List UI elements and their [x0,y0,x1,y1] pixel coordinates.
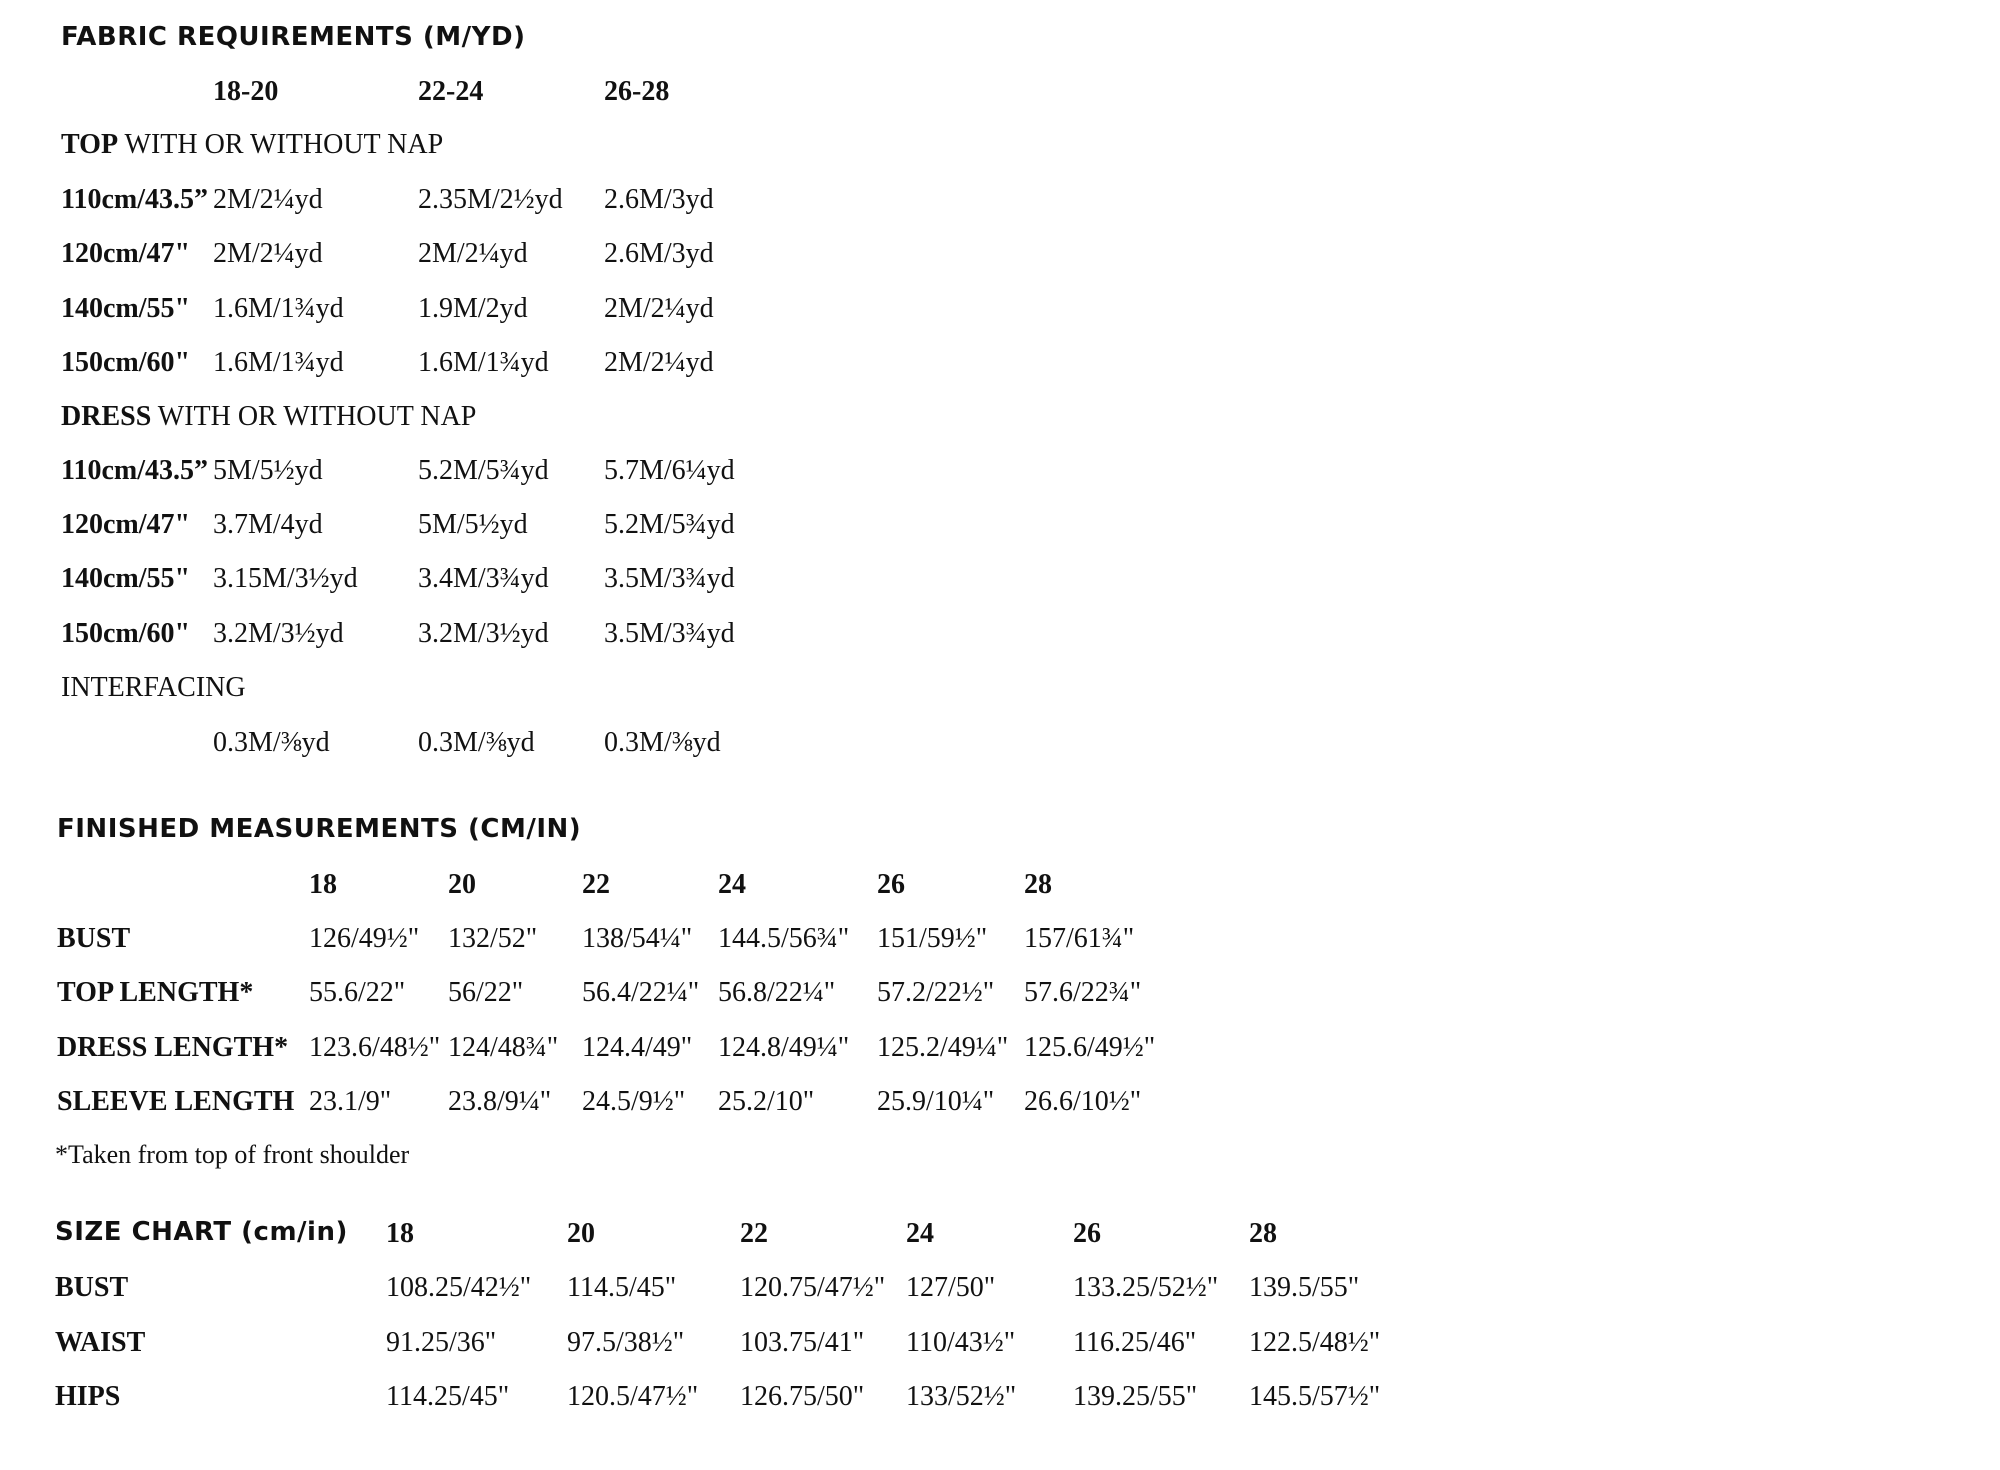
fabric-size-header: 26-28 [604,76,670,107]
fabric-value: 1.6M/1¾yd [213,293,344,324]
finished-value: 144.5/56¾" [718,923,850,954]
fabric-width-label: 140cm/55" [61,563,191,594]
size-chart-size-header: 28 [1249,1218,1277,1249]
fabric-value: 5.2M/5¾yd [418,455,549,486]
fabric-value: 5.2M/5¾yd [604,509,735,540]
top-section-label: TOP [61,129,119,160]
finished-value: 124.8/49¼" [718,1032,850,1063]
fabric-requirements-title: FABRIC REQUIREMENTS (M/YD) [61,22,526,52]
finished-value: 23.8/9¼" [448,1086,552,1117]
top-section-subtitle: WITH OR WITHOUT NAP [118,129,444,160]
fabric-value: 2.6M/3yd [604,184,714,215]
size-chart-size-header: 20 [567,1218,595,1249]
finished-footnote: *Taken from top of front shoulder [55,1140,410,1169]
finished-row-label: BUST [57,923,131,954]
fabric-width-label: 150cm/60" [61,347,191,378]
size-chart-value: 126.75/50" [740,1381,865,1412]
finished-size-header: 26 [877,869,905,900]
size-chart-value: 97.5/38½" [567,1327,685,1358]
size-chart-value: 139.25/55" [1073,1381,1198,1412]
size-chart-value: 145.5/57½" [1249,1381,1381,1412]
fabric-size-header: 18-20 [213,76,279,107]
fabric-value: 1.9M/2yd [418,293,528,324]
size-chart-row-label: HIPS [55,1381,121,1412]
finished-value: 25.9/10¼" [877,1086,995,1117]
fabric-width-label: 120cm/47" [61,509,191,540]
top-section-heading [61,131,443,159]
finished-measurements-title: FINISHED MEASUREMENTS (CM/IN) [57,814,582,844]
fabric-value: 3.4M/3¾yd [418,563,549,594]
interfacing-value: 0.3M/⅜yd [604,727,721,758]
size-chart-value: 114.5/45" [567,1272,677,1303]
finished-value: 57.6/22¾" [1024,977,1142,1008]
size-chart-title: SIZE CHART (cm/in) [55,1217,348,1247]
fabric-value: 2.35M/2½yd [418,184,563,215]
size-chart-value: 120.5/47½" [567,1381,699,1412]
finished-size-header: 20 [448,869,476,900]
finished-size-header: 22 [582,869,610,900]
size-chart-value: 91.25/36" [386,1327,497,1358]
fabric-width-label: 150cm/60" [61,618,191,649]
finished-value: 125.2/49¼" [877,1032,1009,1063]
fabric-width-label: 110cm/43.5” [61,455,208,486]
finished-value: 124/48¾" [448,1032,559,1063]
finished-value: 151/59½" [877,923,988,954]
interfacing-value: 0.3M/⅜yd [418,727,535,758]
finished-value: 157/61¾" [1024,923,1135,954]
fabric-value: 3.7M/4yd [213,509,323,540]
fabric-width-label: 120cm/47" [61,238,191,269]
size-chart-size-header: 22 [740,1218,768,1249]
fabric-value: 3.5M/3¾yd [604,618,735,649]
fabric-size-header: 22-24 [418,76,484,107]
finished-value: 25.2/10" [718,1086,815,1117]
finished-value: 56.8/22¼" [718,977,836,1008]
dress-section-subtitle: WITH OR WITHOUT NAP [151,401,477,432]
fabric-value: 3.5M/3¾yd [604,563,735,594]
size-chart-value: 110/43½" [906,1327,1016,1358]
size-chart-value: 103.75/41" [740,1327,865,1358]
finished-size-header: 28 [1024,869,1052,900]
fabric-width-label: 110cm/43.5” [61,184,208,215]
finished-value: 132/52" [448,923,538,954]
size-chart-value: 122.5/48½" [1249,1327,1381,1358]
finished-value: 23.1/9" [309,1086,392,1117]
fabric-value: 3.2M/3½yd [213,618,344,649]
size-chart-size-header: 24 [906,1218,934,1249]
fabric-value: 2.6M/3yd [604,238,714,269]
size-chart-row-label: WAIST [55,1327,146,1358]
dress-section-heading [61,403,476,431]
finished-value: 57.2/22½" [877,977,995,1008]
interfacing-heading: INTERFACING [61,672,246,703]
finished-value: 123.6/48½" [309,1032,441,1063]
fabric-width-label: 140cm/55" [61,293,191,324]
fabric-value: 2M/2¼yd [418,238,528,269]
fabric-value: 1.6M/1¾yd [213,347,344,378]
size-chart-value: 108.25/42½" [386,1272,532,1303]
fabric-value: 5M/5½yd [213,455,323,486]
finished-value: 56.4/22¼" [582,977,700,1008]
fabric-value: 5.7M/6¼yd [604,455,735,486]
fabric-value: 2M/2¼yd [213,238,323,269]
size-chart-size-header: 18 [386,1218,414,1249]
size-chart-value: 114.25/45" [386,1381,510,1412]
size-chart-value: 133/52½" [906,1381,1017,1412]
interfacing-value: 0.3M/⅜yd [213,727,330,758]
finished-row-label: SLEEVE LENGTH [57,1086,295,1117]
size-chart-value: 139.5/55" [1249,1272,1360,1303]
finished-row-label: TOP LENGTH* [57,977,254,1008]
fabric-value: 2M/2¼yd [213,184,323,215]
fabric-value: 5M/5½yd [418,509,528,540]
finished-value: 56/22" [448,977,524,1008]
finished-value: 125.6/49½" [1024,1032,1156,1063]
finished-size-header: 24 [718,869,746,900]
finished-value: 124.4/49" [582,1032,693,1063]
finished-value: 126/49½" [309,923,420,954]
finished-value: 55.6/22" [309,977,406,1008]
finished-value: 24.5/9½" [582,1086,686,1117]
size-chart-value: 120.75/47½" [740,1272,886,1303]
finished-row-label: DRESS LENGTH* [57,1032,289,1063]
finished-value: 26.6/10½" [1024,1086,1142,1117]
fabric-value: 3.2M/3½yd [418,618,549,649]
fabric-value: 3.15M/3½yd [213,563,358,594]
size-chart-value: 133.25/52½" [1073,1272,1219,1303]
fabric-value: 1.6M/1¾yd [418,347,549,378]
finished-value: 138/54¼" [582,923,693,954]
size-chart-row-label: BUST [55,1272,129,1303]
size-chart-value: 116.25/46" [1073,1327,1197,1358]
dress-section-label: DRESS [61,401,152,432]
fabric-value: 2M/2¼yd [604,293,714,324]
finished-size-header: 18 [309,869,337,900]
size-chart-size-header: 26 [1073,1218,1101,1249]
fabric-value: 2M/2¼yd [604,347,714,378]
size-chart-value: 127/50" [906,1272,996,1303]
